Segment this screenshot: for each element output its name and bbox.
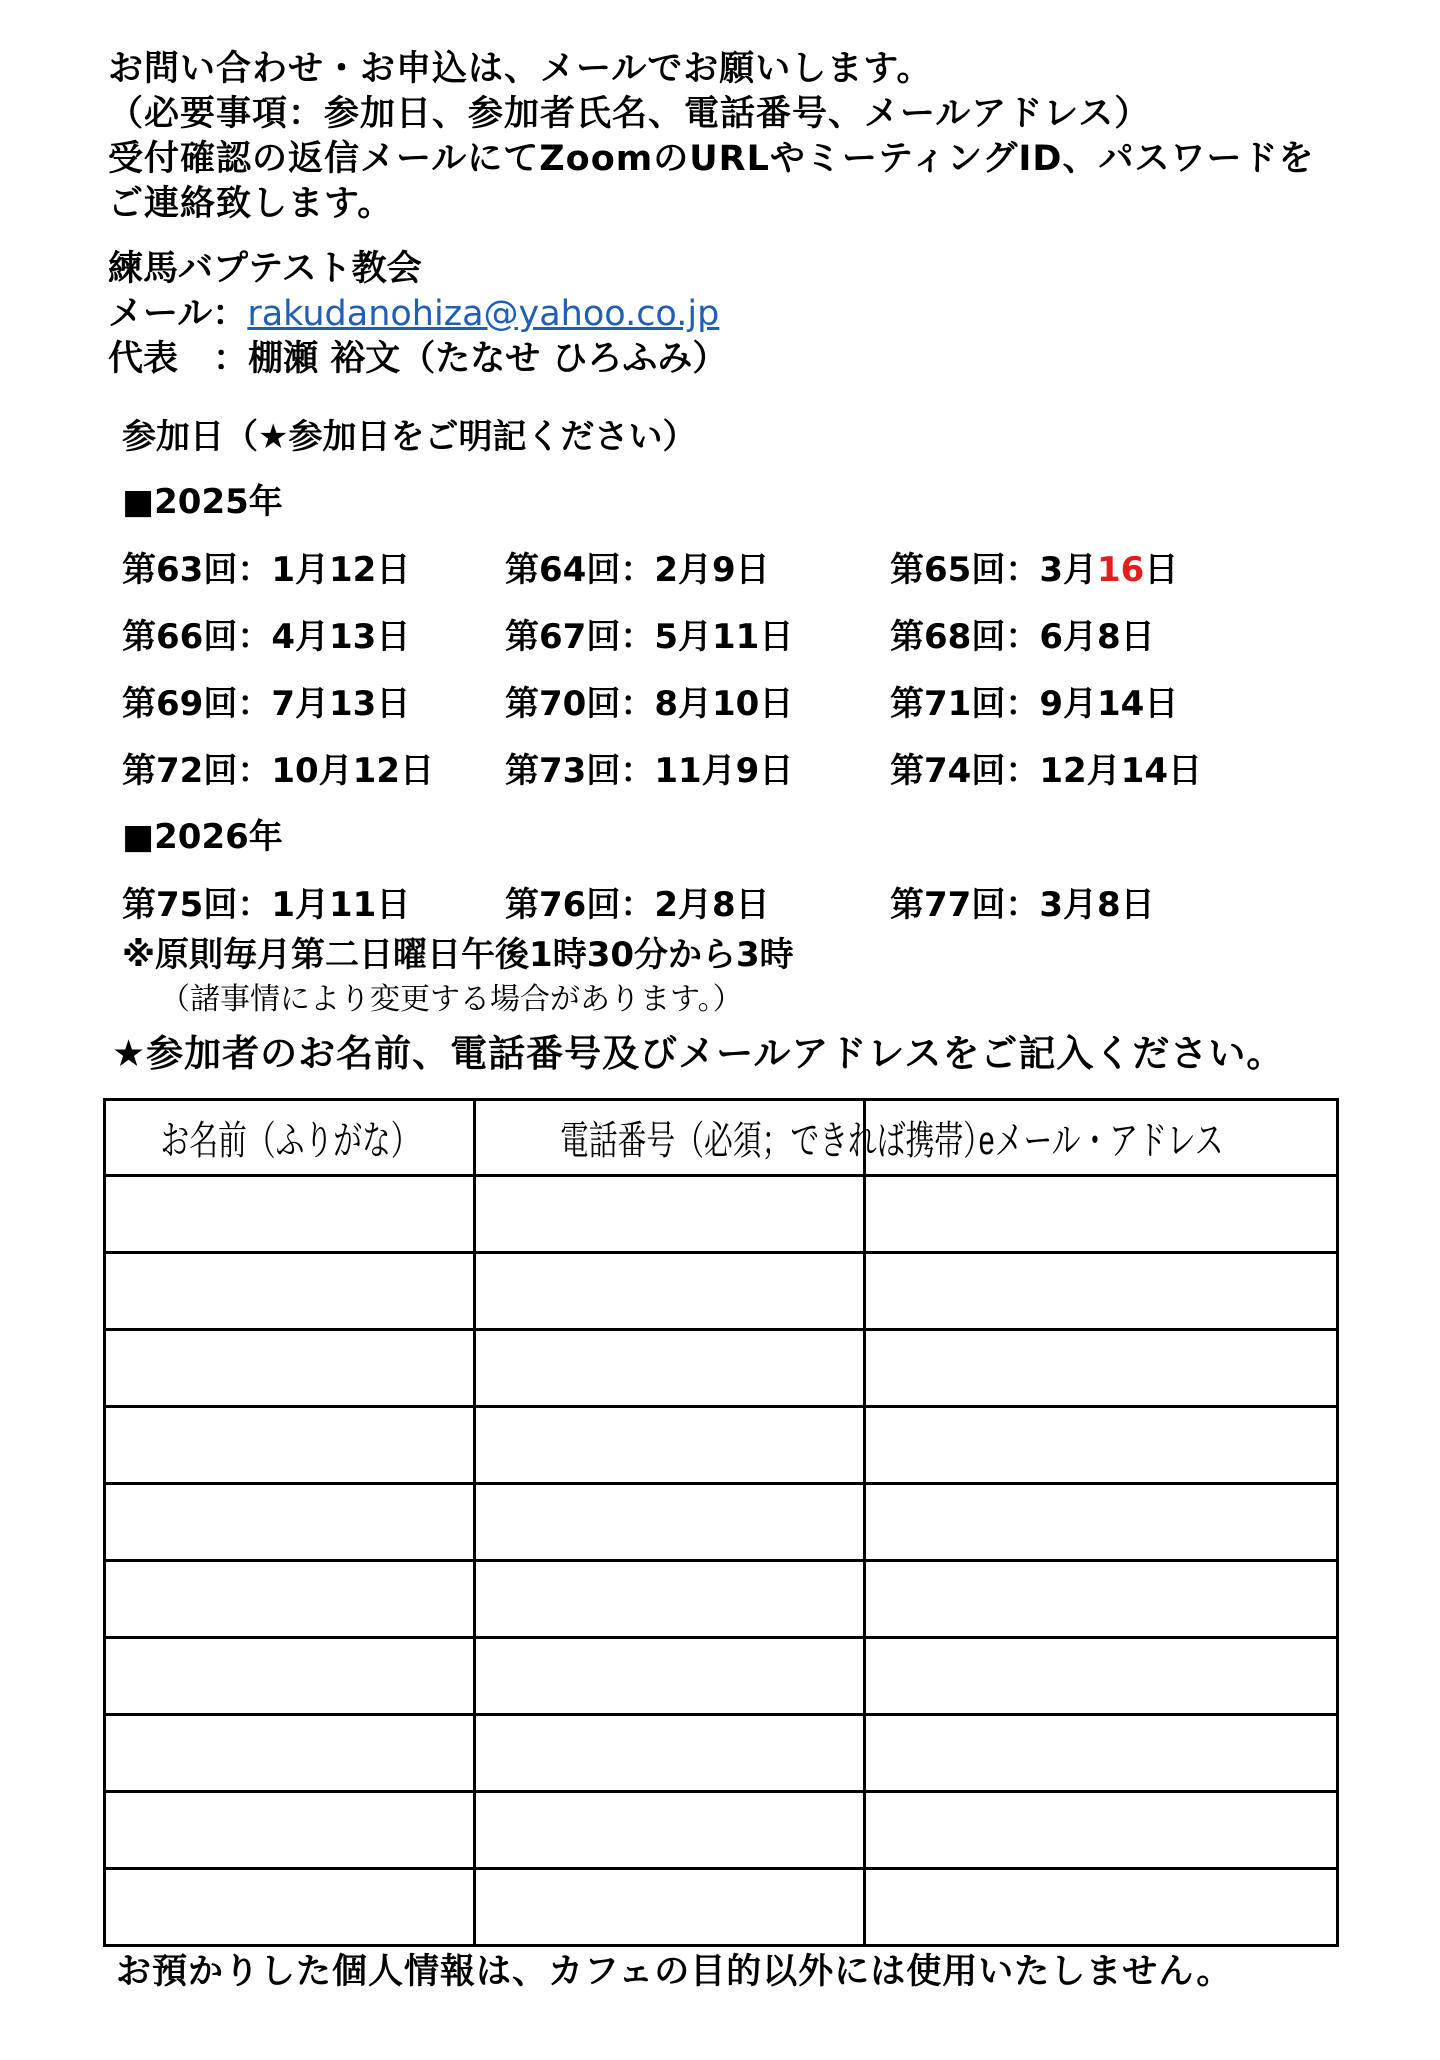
name-cell[interactable]: [105, 1792, 475, 1869]
name-cell[interactable]: [105, 1176, 475, 1253]
email-cell[interactable]: [865, 1407, 1338, 1484]
session-item: [890, 885, 1155, 925]
session-month: 3月: [1039, 885, 1097, 925]
session-number: 第64回：: [505, 550, 655, 590]
name-cell[interactable]: [105, 1484, 475, 1561]
session-day: 16: [1097, 550, 1145, 590]
phone-cell[interactable]: [475, 1330, 865, 1407]
session-day-suffix: 日: [1120, 617, 1155, 657]
session-number: 第77回：: [890, 885, 1040, 925]
session-number: 第63回：: [122, 550, 272, 590]
session-day-suffix: 日: [376, 617, 411, 657]
session-item: [122, 751, 434, 791]
email-cell[interactable]: [865, 1561, 1338, 1638]
email-cell[interactable]: [865, 1715, 1338, 1792]
session-day: 9: [712, 550, 736, 590]
form-instruction: ★参加者のお名前、電話番号及びメールアドレスをご記入ください。: [112, 1032, 1285, 1075]
session-month: 1月: [271, 885, 329, 925]
session-day-suffix: 日: [376, 550, 411, 590]
session-day: 14: [1120, 751, 1168, 791]
table-row: [105, 1715, 1338, 1792]
header-phone: 電話番号（必須；できれば携帯）: [475, 1100, 865, 1176]
session-day-suffix: 日: [1167, 751, 1202, 791]
session-number: 第73回：: [505, 751, 655, 791]
session-month: 12月: [1039, 751, 1121, 791]
session-day: 8: [1097, 617, 1121, 657]
session-number: 第67回：: [505, 617, 655, 657]
session-day: 10: [712, 684, 760, 724]
email-cell[interactable]: [865, 1484, 1338, 1561]
org-rep-name: 棚瀬 裕文（たなせ ひろふみ）: [248, 339, 728, 379]
session-day-suffix: 日: [759, 617, 794, 657]
phone-cell[interactable]: [475, 1792, 865, 1869]
name-cell[interactable]: [105, 1561, 475, 1638]
table-row: [105, 1176, 1338, 1253]
session-month: 2月: [654, 550, 712, 590]
header-name: お名前（ふりがな）: [105, 1100, 475, 1176]
session-month: 2月: [654, 885, 712, 925]
session-month: 1月: [271, 550, 329, 590]
session-item: [505, 550, 770, 590]
session-day-suffix: 日: [759, 684, 794, 724]
intro-line-2: （必要事項：参加日、参加者氏名、電話番号、メールアドレス）: [108, 94, 1151, 134]
session-day: 11: [329, 885, 377, 925]
name-cell[interactable]: [105, 1638, 475, 1715]
session-number: 第70回：: [505, 684, 655, 724]
year-2026-label: ■2026年: [122, 817, 283, 857]
session-number: 第66回：: [122, 617, 272, 657]
session-day: 11: [712, 617, 760, 657]
org-email-link[interactable]: rakudanohiza@yahoo.co.jp: [247, 294, 720, 334]
table-row: [105, 1407, 1338, 1484]
session-day: 12: [329, 550, 377, 590]
name-cell[interactable]: [105, 1407, 475, 1484]
name-cell[interactable]: [105, 1869, 475, 1946]
session-number: 第74回：: [890, 751, 1040, 791]
intro-line-3: 受付確認の返信メールにてZoomのURLやミーティングID、パスワードを: [108, 139, 1315, 179]
year-2025-label: ■2025年: [122, 482, 283, 522]
org-name: 練馬バプテスト教会: [108, 249, 422, 289]
session-month: 9月: [1039, 684, 1097, 724]
session-month: 11月: [654, 751, 736, 791]
session-number: 第69回：: [122, 684, 272, 724]
session-number: 第75回：: [122, 885, 272, 925]
email-cell[interactable]: [865, 1869, 1338, 1946]
session-item: [505, 617, 794, 657]
participant-form-table: [103, 1098, 1339, 1947]
session-number: 第76回：: [505, 885, 655, 925]
phone-cell[interactable]: [475, 1869, 865, 1946]
session-item: [890, 684, 1179, 724]
session-item: [890, 617, 1155, 657]
session-item: [122, 885, 411, 925]
session-day-suffix: 日: [376, 684, 411, 724]
email-cell[interactable]: [865, 1253, 1338, 1330]
session-item: [505, 751, 794, 791]
session-item: [122, 684, 411, 724]
phone-cell[interactable]: [475, 1176, 865, 1253]
email-cell[interactable]: [865, 1638, 1338, 1715]
table-row: [105, 1253, 1338, 1330]
phone-cell[interactable]: [475, 1561, 865, 1638]
session-month: 5月: [654, 617, 712, 657]
phone-cell[interactable]: [475, 1715, 865, 1792]
session-month: 10月: [271, 751, 353, 791]
email-cell[interactable]: [865, 1792, 1338, 1869]
session-item: [122, 617, 411, 657]
session-month: 7月: [271, 684, 329, 724]
table-header-row: [105, 1100, 1338, 1176]
session-day-suffix: 日: [399, 751, 434, 791]
session-number: 第68回：: [890, 617, 1040, 657]
schedule-note: ※原則毎月第二日曜日午後1時30分から3時: [122, 935, 794, 975]
session-day: 14: [1097, 684, 1145, 724]
org-email-label: メール：: [108, 294, 248, 334]
table-row: [105, 1561, 1338, 1638]
session-number: 第71回：: [890, 684, 1040, 724]
session-item: [122, 550, 411, 590]
session-day-suffix: 日: [1144, 550, 1179, 590]
email-cell[interactable]: [865, 1330, 1338, 1407]
session-item: [505, 684, 794, 724]
session-item: [505, 885, 770, 925]
session-day-suffix: 日: [735, 550, 770, 590]
table-row: [105, 1869, 1338, 1946]
name-cell[interactable]: [105, 1715, 475, 1792]
org-rep-label: 代表 ：: [108, 339, 249, 379]
session-item: [890, 751, 1202, 791]
session-item: [890, 550, 1179, 590]
session-day-suffix: 日: [759, 751, 794, 791]
email-cell[interactable]: [865, 1176, 1338, 1253]
session-day-suffix: 日: [1120, 885, 1155, 925]
phone-cell[interactable]: [475, 1253, 865, 1330]
table-row: [105, 1792, 1338, 1869]
session-month: 4月: [271, 617, 329, 657]
header-email: eメール・アドレス: [865, 1100, 1338, 1176]
session-day-suffix: 日: [735, 885, 770, 925]
phone-cell[interactable]: [475, 1407, 865, 1484]
session-day-suffix: 日: [376, 885, 411, 925]
table-row: [105, 1638, 1338, 1715]
table-row: [105, 1330, 1338, 1407]
session-day: 8: [1097, 885, 1121, 925]
session-day: 12: [352, 751, 400, 791]
session-month: 8月: [654, 684, 712, 724]
org-rep-row: [108, 339, 728, 379]
session-day-suffix: 日: [1144, 684, 1179, 724]
session-day: 8: [712, 885, 736, 925]
name-cell[interactable]: [105, 1330, 475, 1407]
phone-cell[interactable]: [475, 1484, 865, 1561]
name-cell[interactable]: [105, 1253, 475, 1330]
session-month: 3月: [1039, 550, 1097, 590]
privacy-note: お預かりした個人情報は、カフェの目的以外には使用いたしません。: [116, 1952, 1233, 1992]
phone-cell[interactable]: [475, 1638, 865, 1715]
session-month: 6月: [1039, 617, 1097, 657]
session-day: 9: [735, 751, 760, 791]
schedule-heading: 参加日（★参加日をご明記ください）: [122, 417, 697, 457]
intro-line-4: ご連絡致します。: [108, 184, 394, 224]
session-day: 13: [329, 617, 377, 657]
intro-line-1: お問い合わせ・お申込は、メールでお願いします。: [108, 49, 933, 89]
schedule-note-sub: （諸事情により変更する場合があります。）: [160, 982, 743, 1017]
session-number: 第72回：: [122, 751, 272, 791]
org-email-row: [108, 294, 720, 334]
session-number: 第65回：: [890, 550, 1040, 590]
session-day: 13: [329, 684, 377, 724]
table-row: [105, 1484, 1338, 1561]
